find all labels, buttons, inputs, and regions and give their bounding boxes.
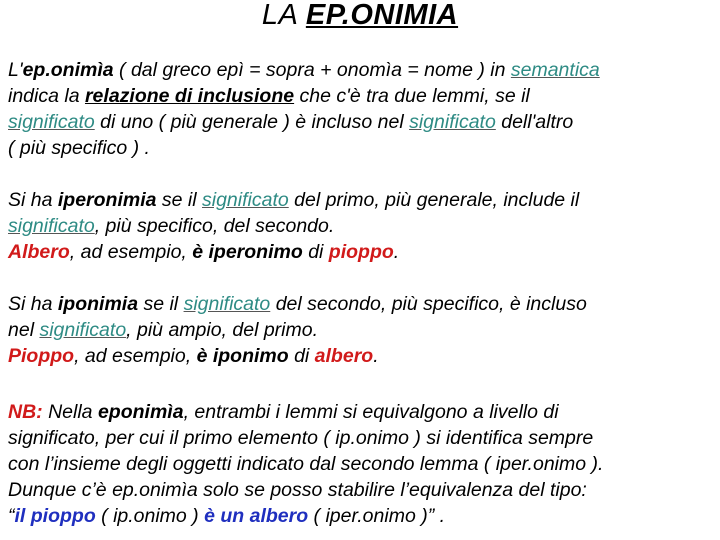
text-line: [8, 135, 720, 161]
term-iponimo: è iponimo: [196, 345, 289, 367]
text-line: [8, 399, 720, 425]
text-span: , più specifico, del secondo.: [94, 215, 335, 237]
text-span: del primo, più generale, include il: [288, 189, 580, 211]
nb-label: NB:: [8, 401, 43, 423]
text-line: [8, 239, 720, 265]
text-span: nel: [8, 319, 40, 341]
example-e-un-albero: è un albero: [204, 505, 309, 527]
page-title: [0, 0, 720, 32]
iperonimia-paragraph: [8, 187, 720, 265]
text-span: ( dal greco epì = sopra + onomìa = nome ) in: [113, 59, 511, 81]
text-span: Si ha: [8, 189, 58, 211]
text-span: Dunque c’è ep.onimìa solo se posso stabilire l’equivalenza del tipo:: [8, 479, 587, 501]
term-eponimia: ep.onimìa: [22, 59, 114, 81]
text-span: indica la: [8, 85, 85, 107]
title-term: EP.ONIMIA: [305, 0, 459, 31]
note-paragraph: [8, 399, 720, 529]
text-span: Si ha: [8, 293, 58, 315]
text-line: [8, 503, 720, 529]
text-span: , ad esempio,: [74, 345, 197, 367]
text-span: significato, per cui il primo elemento ( ip.onimo ) si identifica sempre: [8, 427, 594, 449]
text-span: di: [288, 345, 315, 367]
text-span: ( più specifico ) .: [8, 137, 150, 159]
text-line: [8, 451, 720, 477]
link-significato[interactable]: significato: [202, 189, 289, 211]
example-pioppo: Pioppo: [8, 345, 75, 367]
text-span: con l’insieme degli oggetti indicato dal secondo lemma ( iper.onimo ).: [8, 453, 604, 475]
text-span: “: [8, 505, 15, 527]
text-span: del secondo, più specifico, è incluso: [270, 293, 587, 315]
example-il-pioppo: il pioppo: [14, 505, 96, 527]
text-line: [8, 291, 720, 317]
text-line: [8, 477, 720, 503]
link-significato[interactable]: significato: [183, 293, 271, 315]
link-significato[interactable]: significato: [8, 215, 95, 237]
title-prefix: LA: [261, 0, 306, 31]
text-span: ( iper.onimo )” .: [308, 505, 446, 527]
text-span: se il: [156, 189, 202, 211]
text-line: [8, 343, 720, 369]
text-span: , entrambi i lemmi si equivalgono a livello di: [183, 401, 559, 423]
text-line: [8, 109, 720, 135]
text-span: di: [302, 241, 329, 263]
example-albero: Albero: [8, 241, 70, 263]
text-span: , più ampio, del primo.: [126, 319, 319, 341]
text-span: , ad esempio,: [69, 241, 193, 263]
text-span: ( ip.onimo ): [95, 505, 205, 527]
term-eponimia: eponimìa: [97, 401, 184, 423]
link-significato[interactable]: significato: [39, 319, 127, 341]
term-iponimia: iponimia: [57, 293, 139, 315]
text-line: [8, 187, 720, 213]
text-span: .: [373, 345, 379, 367]
text-line: [8, 425, 720, 451]
text-span: che c'è tra due lemmi, se il: [294, 85, 530, 107]
text-line: [8, 57, 720, 83]
example-albero: albero: [314, 345, 374, 367]
example-pioppo: pioppo: [328, 241, 394, 263]
text-line: [8, 83, 720, 109]
text-span: .: [393, 241, 400, 263]
link-significato[interactable]: significato: [409, 111, 496, 133]
link-semantica[interactable]: semantica: [510, 59, 600, 81]
text-span: L': [8, 59, 23, 81]
term-iperonimo: è iperonimo: [192, 241, 303, 263]
text-line: [8, 317, 720, 343]
term-iperonimia: iperonimia: [57, 189, 157, 211]
definition-paragraph: [8, 57, 720, 161]
term-relazione-inclusione: relazione di inclusione: [84, 85, 295, 107]
link-significato[interactable]: significato: [8, 111, 95, 133]
text-span: dell'altro: [495, 111, 574, 133]
text-line: [8, 213, 720, 239]
iponimia-paragraph: [8, 291, 720, 369]
text-span: di uno ( più generale ) è incluso nel: [94, 111, 410, 133]
text-span: Nella: [42, 401, 98, 423]
text-span: se il: [138, 293, 184, 315]
